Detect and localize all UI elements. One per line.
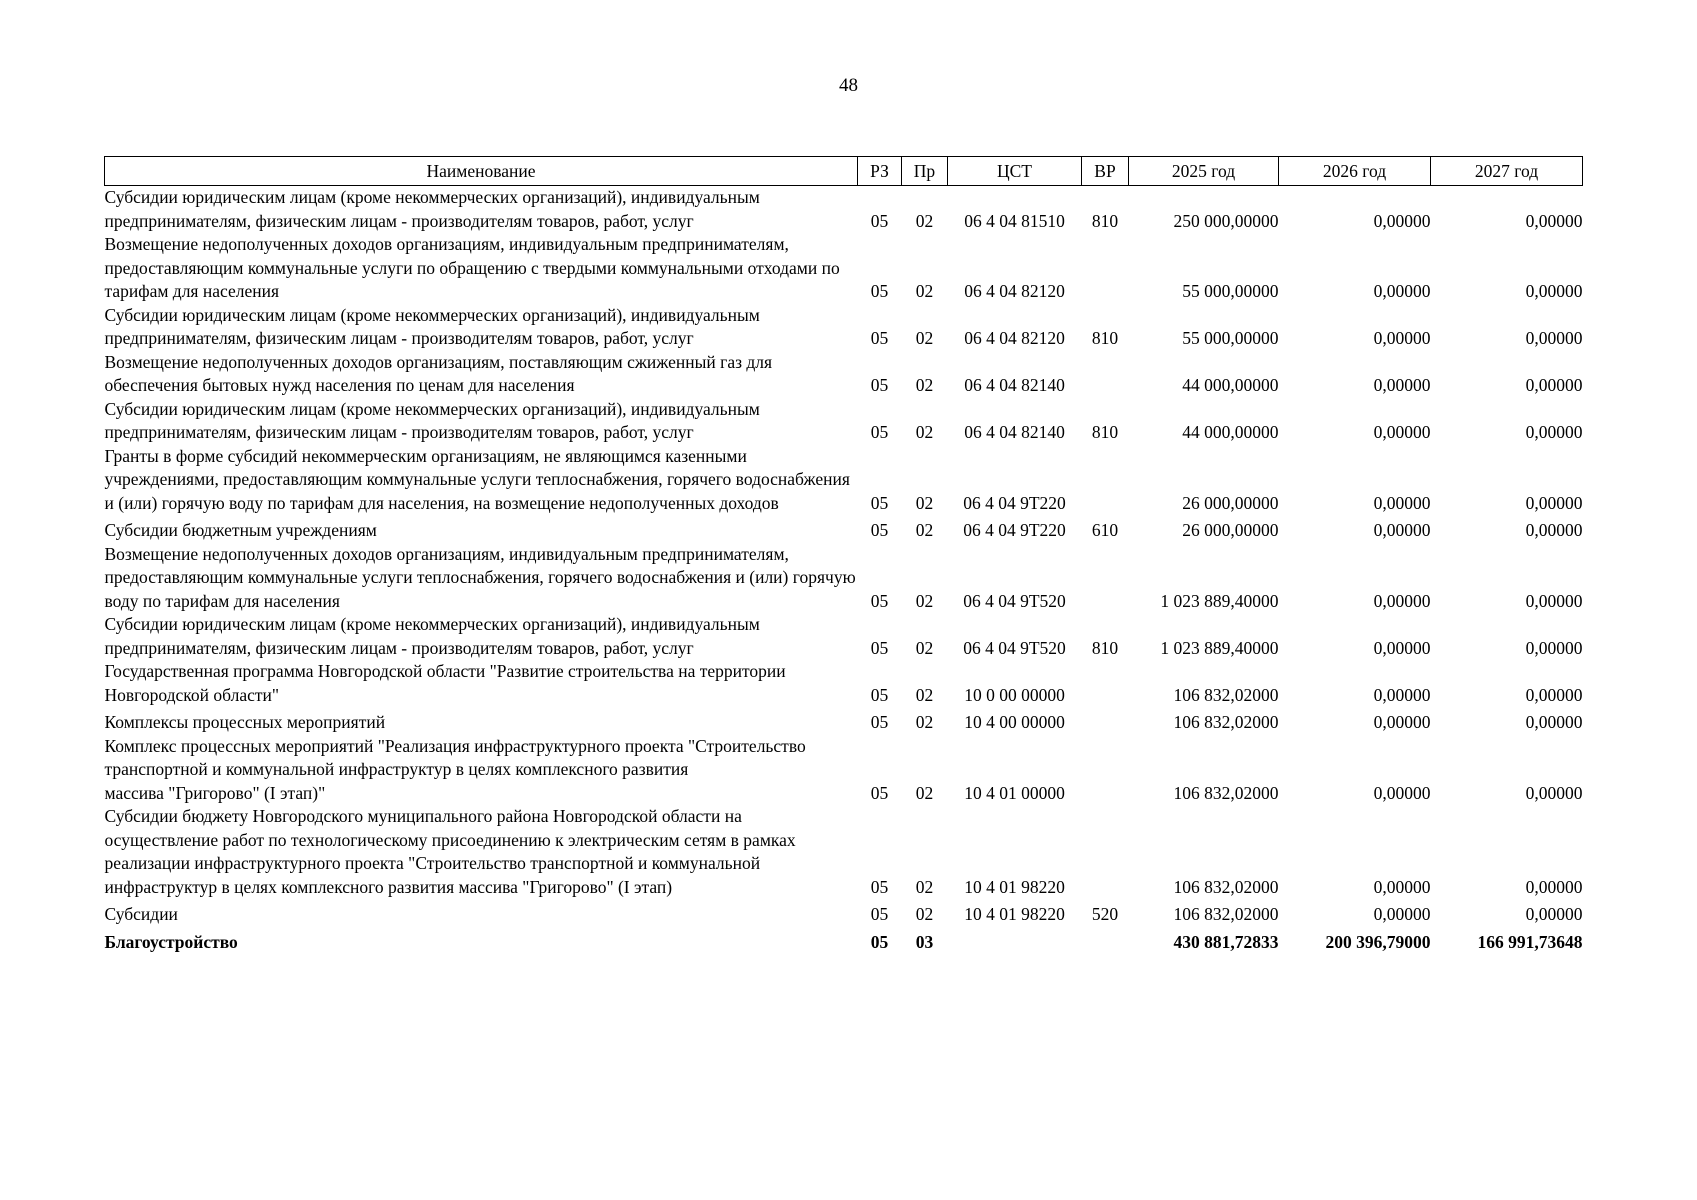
budget-table (104, 156, 1583, 954)
row-rz: 05 (870, 328, 889, 348)
row-vr: 520 (1091, 904, 1119, 924)
row-2027: 0,00000 (1525, 520, 1583, 540)
row-2027: 0,00000 (1525, 712, 1583, 732)
row-rz: 05 (870, 684, 889, 705)
row-2026: 0,00000 (1373, 782, 1431, 803)
row-vr (1082, 543, 1129, 614)
row-rz: 05 (870, 590, 889, 611)
row-2025: 44 000,00000 (1182, 422, 1279, 442)
row-2027: 0,00000 (1525, 281, 1583, 301)
row-pr: 02 (915, 492, 934, 513)
row-name: Гранты в форме субсидий некоммерческим организациям, не являющимся казенными учреждениями, предоставляющим коммунальные услуги теплоснабжения, горячего водоснабжения и (или) горячую воду по тарифам для населения, на возмещение недополученных доходов (104, 445, 850, 513)
table-row (105, 707, 1583, 735)
row-name: Возмещение недополученных доходов организациям, индивидуальным предпринимателям, предоставляющим коммунальные услуги теплоснабжения, горячего водоснабжения и (или) горячую воду по тарифам для населения (104, 543, 856, 611)
row-vr (1082, 445, 1129, 516)
row-vr (1082, 660, 1129, 707)
row-vr (1082, 351, 1129, 398)
row-2026: 0,00000 (1373, 210, 1431, 231)
table-row (105, 660, 1583, 707)
row-cst: 06 4 04 9Т220 (963, 492, 1066, 513)
row-name: Комплексы процессных мероприятий (104, 712, 386, 732)
row-2027: 166 991,73648 (1477, 931, 1583, 952)
row-2025: 26 000,00000 (1182, 520, 1279, 540)
row-name: Благоустройство (104, 931, 238, 952)
row-cst: 06 4 04 9Т220 (963, 520, 1066, 540)
table-row (105, 233, 1583, 304)
table-row (105, 398, 1583, 445)
row-cst: 06 4 04 82140 (964, 375, 1065, 395)
row-2026: 0,00000 (1373, 492, 1431, 513)
row-2027: 0,00000 (1525, 492, 1583, 513)
row-rz: 05 (870, 782, 889, 803)
row-2026: 0,00000 (1373, 281, 1431, 301)
row-vr: 810 (1091, 328, 1119, 348)
row-2025: 106 832,02000 (1173, 712, 1279, 732)
row-rz: 05 (870, 931, 889, 952)
table-row (105, 351, 1583, 398)
header-vr: ВР (1082, 157, 1129, 186)
row-2025: 44 000,00000 (1182, 375, 1279, 395)
row-cst: 10 0 00 00000 (964, 684, 1065, 705)
row-rz: 05 (870, 712, 889, 732)
row-2026: 0,00000 (1373, 637, 1431, 658)
row-vr (1082, 233, 1129, 304)
row-pr: 02 (915, 590, 934, 611)
row-cst (948, 927, 1082, 955)
row-2027: 0,00000 (1525, 637, 1583, 658)
table-row (105, 515, 1583, 543)
row-2026: 0,00000 (1373, 422, 1431, 442)
row-2025: 1 023 889,40000 (1160, 590, 1279, 611)
row-2027: 0,00000 (1525, 876, 1583, 897)
row-2027: 0,00000 (1525, 375, 1583, 395)
row-2027: 0,00000 (1525, 782, 1583, 803)
row-pr: 02 (915, 712, 934, 732)
row-2027: 0,00000 (1525, 684, 1583, 705)
row-2026: 0,00000 (1373, 876, 1431, 897)
row-cst: 06 4 04 82120 (964, 281, 1065, 301)
row-pr: 02 (915, 281, 934, 301)
row-name: Субсидии юридическим лицам (кроме некоммерческих организаций), индивидуальным предпринимателям, физическим лицам - производителям товаров, работ, услуг (104, 398, 760, 442)
row-pr: 02 (915, 876, 934, 897)
row-2026: 0,00000 (1373, 684, 1431, 705)
row-vr: 610 (1091, 520, 1119, 540)
row-rz: 05 (870, 422, 889, 442)
row-cst: 10 4 01 98220 (964, 904, 1065, 924)
table-row (105, 805, 1583, 899)
table-header-row (105, 157, 1583, 186)
table-row (105, 445, 1583, 516)
row-2026: 0,00000 (1373, 375, 1431, 395)
table-row (105, 613, 1583, 660)
row-2026: 0,00000 (1373, 904, 1431, 924)
row-2026: 0,00000 (1373, 520, 1431, 540)
table-row (105, 543, 1583, 614)
row-name: Субсидии (104, 904, 178, 924)
row-cst: 06 4 04 82140 (964, 422, 1065, 442)
header-pr: Пр (902, 157, 948, 186)
row-2026: 0,00000 (1373, 712, 1431, 732)
row-name: Возмещение недополученных доходов организациям, поставляющим сжиженный газ для обеспечения бытовых нужд населения по ценам для населения (104, 351, 773, 395)
row-vr (1082, 805, 1129, 899)
table-row (105, 304, 1583, 351)
row-rz: 05 (870, 904, 889, 924)
row-2027: 0,00000 (1525, 590, 1583, 611)
table-row (105, 927, 1583, 955)
row-vr: 810 (1091, 422, 1119, 442)
page-number: 48 (839, 75, 858, 96)
row-vr: 810 (1091, 210, 1119, 231)
row-rz: 05 (870, 876, 889, 897)
row-2025: 106 832,02000 (1173, 684, 1279, 705)
table-row (105, 186, 1583, 234)
row-2025: 106 832,02000 (1173, 904, 1279, 924)
row-2025: 250 000,00000 (1173, 210, 1279, 231)
row-rz: 05 (870, 210, 889, 231)
row-pr: 02 (915, 375, 934, 395)
row-name: Субсидии юридическим лицам (кроме некоммерческих организаций), индивидуальным предпринимателям, физическим лицам - производителям товаров, работ, услуг (104, 614, 760, 658)
row-cst: 10 4 01 00000 (964, 782, 1065, 803)
row-name: Комплекс процессных мероприятий "Реализация инфраструктурного проекта "Строительство транспортной и коммунальной инфраструктур в целях комплексного развития массива "Григорово" (I этап)" (104, 735, 806, 803)
row-cst: 06 4 04 9Т520 (963, 637, 1066, 658)
header-cst: ЦСТ (948, 157, 1082, 186)
row-cst: 06 4 04 81510 (964, 210, 1065, 231)
row-pr: 02 (915, 328, 934, 348)
row-rz: 05 (870, 492, 889, 513)
row-rz: 05 (870, 520, 889, 540)
table-row (105, 735, 1583, 806)
row-pr: 02 (915, 422, 934, 442)
row-cst: 06 4 04 9Т520 (963, 590, 1066, 611)
table-body (105, 186, 1583, 955)
row-pr: 02 (915, 904, 934, 924)
row-pr: 02 (915, 637, 934, 658)
row-name: Возмещение недополученных доходов организациям, индивидуальным предпринимателям, предоставляющим коммунальные услуги по обращению с твердыми коммунальными отходами по тарифам для населения (104, 234, 840, 301)
row-2025: 26 000,00000 (1182, 492, 1279, 513)
row-2025: 1 023 889,40000 (1160, 637, 1279, 658)
row-2025: 106 832,02000 (1173, 782, 1279, 803)
row-vr (1082, 707, 1129, 735)
row-cst: 10 4 01 98220 (964, 876, 1065, 897)
row-2027: 0,00000 (1525, 328, 1583, 348)
row-2025: 106 832,02000 (1173, 876, 1279, 897)
row-rz: 05 (870, 637, 889, 658)
row-cst: 06 4 04 82120 (964, 328, 1065, 348)
header-2025: 2025 год (1129, 157, 1279, 186)
row-vr (1082, 735, 1129, 806)
row-2026: 200 396,79000 (1325, 931, 1431, 952)
row-rz: 05 (870, 281, 889, 301)
header-2027: 2027 год (1431, 157, 1583, 186)
row-name: Государственная программа Новгородской области "Развитие строительства на территории Новгородской области" (104, 661, 786, 705)
header-rz: РЗ (858, 157, 902, 186)
row-name: Субсидии юридическим лицам (кроме некоммерческих организаций), индивидуальным предпринимателям, физическим лицам - производителям товаров, работ, услуг (104, 304, 760, 348)
row-name: Субсидии юридическим лицам (кроме некоммерческих организаций), индивидуальным предпринимателям, физическим лицам - производителям товаров, работ, услуг (104, 187, 760, 231)
row-pr: 02 (915, 520, 934, 540)
row-vr (1082, 927, 1129, 955)
row-2027: 0,00000 (1525, 422, 1583, 442)
row-pr: 02 (915, 684, 934, 705)
row-name: Субсидии бюджету Новгородского муниципального района Новгородской области на осуществление работ по технологическому присоединению к электрическим сетям в рамках реализации инфраструктурного проекта "Строительство транспортной и коммунальной инфраструктур в целях комплексного развития массива "Григорово" (I этап) (104, 806, 796, 897)
row-2026: 0,00000 (1373, 328, 1431, 348)
row-rz: 05 (870, 375, 889, 395)
row-pr: 02 (915, 210, 934, 231)
row-2027: 0,00000 (1525, 210, 1583, 231)
header-name: Наименование (105, 157, 858, 186)
row-2026: 0,00000 (1373, 590, 1431, 611)
header-2026: 2026 год (1279, 157, 1431, 186)
row-cst: 10 4 00 00000 (964, 712, 1065, 732)
row-pr: 02 (915, 782, 934, 803)
table-row (105, 899, 1583, 927)
row-2025: 430 881,72833 (1173, 931, 1279, 952)
row-2027: 0,00000 (1525, 904, 1583, 924)
row-name: Субсидии бюджетным учреждениям (104, 520, 377, 540)
row-2025: 55 000,00000 (1182, 281, 1279, 301)
row-2025: 55 000,00000 (1182, 328, 1279, 348)
row-vr: 810 (1091, 637, 1119, 658)
row-pr: 03 (915, 931, 934, 952)
